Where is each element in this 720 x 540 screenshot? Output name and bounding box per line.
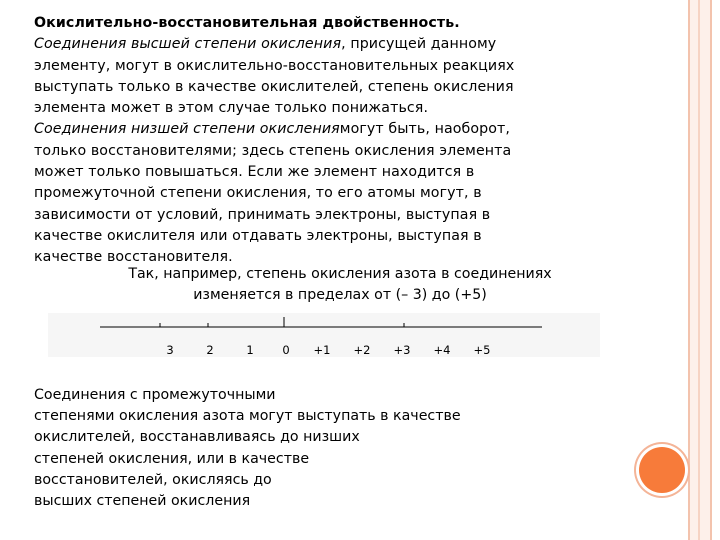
text-line: высших степеней окисления bbox=[34, 493, 251, 510]
scale-label: +3 bbox=[393, 343, 411, 357]
text-line: выступать только в качестве окислителей, степень окисления bbox=[34, 78, 514, 95]
scale-label: +2 bbox=[353, 343, 371, 357]
decorative-line bbox=[698, 0, 700, 540]
text-line: элемента может в этом случае только понижаться. bbox=[34, 100, 429, 117]
right-decorative-stripe bbox=[688, 0, 712, 540]
text-line: качестве окислителя или отдавать электроны, выступая в bbox=[34, 227, 482, 244]
text-line: может только повышаться. Если же элемент находится в bbox=[34, 164, 475, 181]
text-line: только восстановителями; здесь степень окисления элемента bbox=[34, 142, 512, 159]
text-line: зависимости от условий, принимать электроны, выступая в bbox=[34, 206, 491, 223]
scale-label: 1 bbox=[246, 343, 254, 357]
section-title: Окислительно-восстановительная двойственность. bbox=[34, 15, 460, 31]
paragraph-intermediate-states bbox=[34, 385, 634, 512]
text-line: степеней окисления, или в качестве bbox=[34, 450, 310, 467]
scale-label: +4 bbox=[433, 343, 451, 357]
oxidation-state-scale bbox=[48, 313, 600, 357]
scale-label: +1 bbox=[313, 343, 331, 357]
text-line: изменяется в пределах от (– 3) до (+5) bbox=[193, 287, 487, 303]
text-line: качестве восстановителя. bbox=[34, 249, 233, 266]
text-line: элементу, могут в окислительно-восстановительных реакциях bbox=[34, 57, 515, 74]
text-line: Так, например, степень окисления азота в соединениях bbox=[128, 266, 552, 282]
text-line: могут быть, наоборот, bbox=[339, 121, 511, 138]
scale-label: 2 bbox=[206, 343, 214, 357]
lowest-oxidation-term: Соединения низшей степени окисления bbox=[34, 121, 340, 138]
paragraph-nitrogen-example bbox=[60, 264, 620, 306]
text-line: степенями окисления азота могут выступать в качестве bbox=[34, 408, 461, 425]
orange-circle-decoration bbox=[639, 447, 685, 493]
scale-label: +5 bbox=[473, 343, 491, 357]
text-line: промежуточной степени окисления, то его атомы могут, в bbox=[34, 185, 482, 202]
text-line: восстановителей, окисляясь до bbox=[34, 471, 272, 488]
scale-label: 3 bbox=[166, 343, 174, 357]
paragraph-redox-duality bbox=[34, 13, 644, 269]
text-line: Соединения с промежуточными bbox=[34, 387, 276, 403]
highest-oxidation-term: Соединения высшей степени окисления bbox=[34, 36, 342, 53]
text-line: окислителей, восстанавливаясь до низших bbox=[34, 429, 360, 446]
text-line: , присущей данному bbox=[341, 36, 497, 53]
scale-label: 0 bbox=[282, 343, 290, 357]
